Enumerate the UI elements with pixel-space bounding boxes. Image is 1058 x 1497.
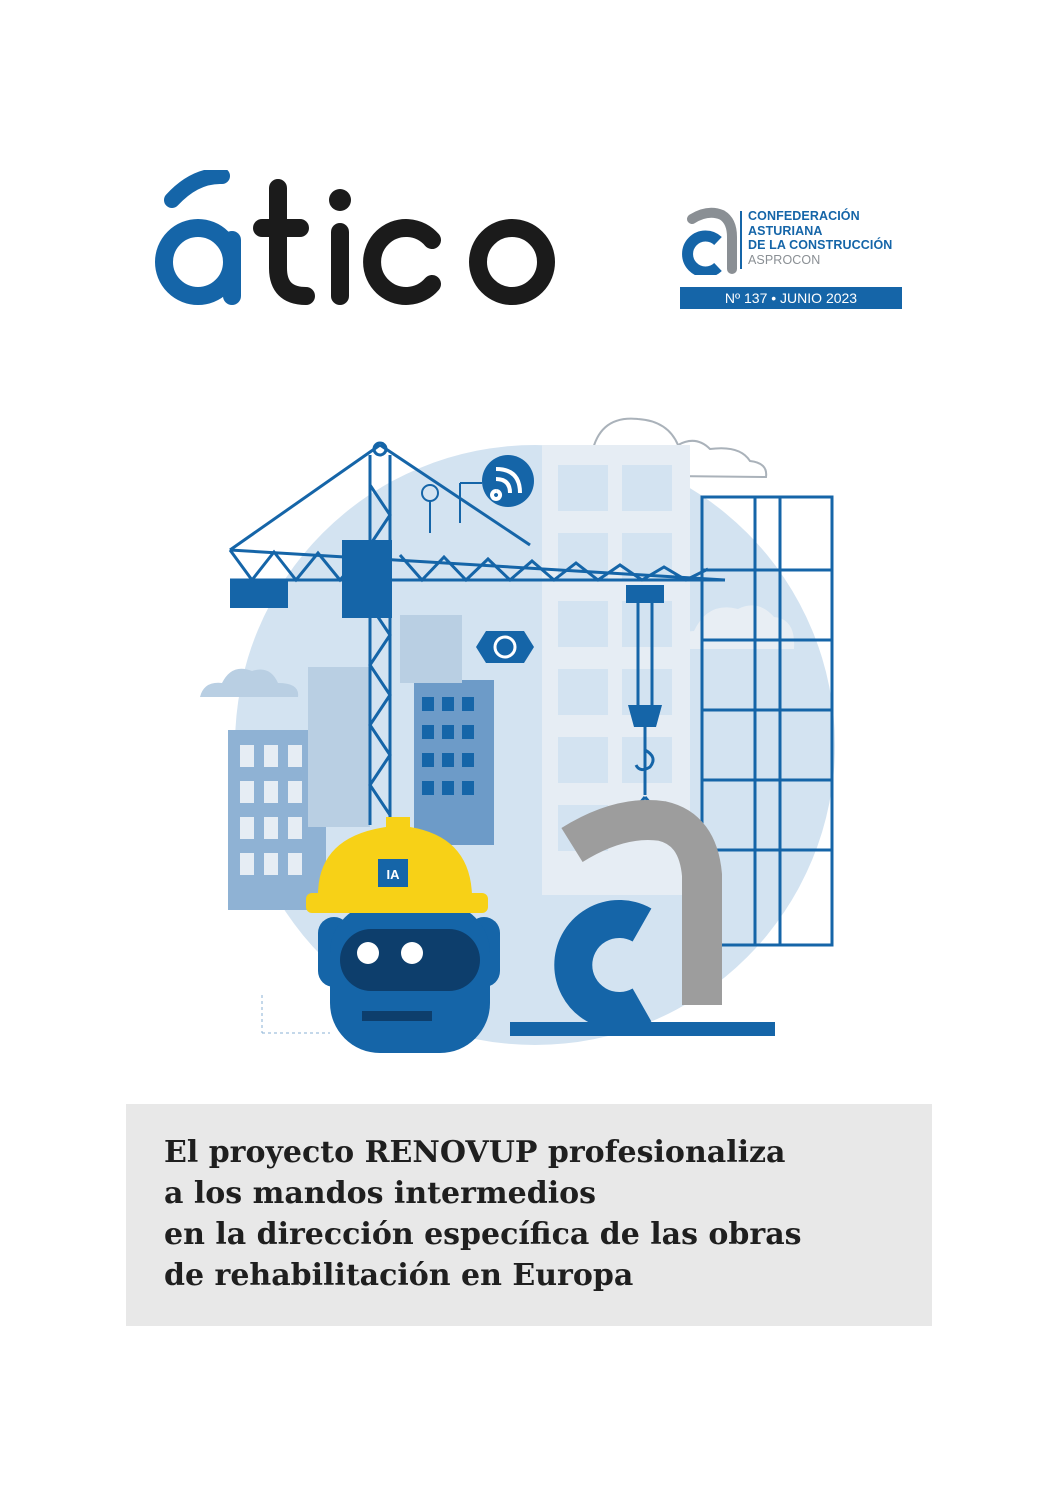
publisher-line-1: CONFEDERACIÓN bbox=[748, 209, 860, 223]
publisher-name bbox=[748, 209, 908, 267]
wifi-icon bbox=[482, 455, 534, 507]
headline-line-2: a los mandos intermedios bbox=[164, 1176, 596, 1211]
publisher-line-3: DE LA CONSTRUCCIÓN bbox=[748, 238, 893, 252]
cover-illustration bbox=[190, 405, 880, 1055]
atico-wordmark-icon bbox=[150, 170, 580, 320]
publisher-line-2: ASTURIANA bbox=[748, 223, 823, 238]
gear-icon bbox=[476, 631, 534, 663]
publisher-line-4: ASPROCON bbox=[748, 252, 821, 267]
publisher-logo bbox=[678, 205, 908, 315]
cover-headline bbox=[164, 1132, 904, 1296]
headline-box bbox=[126, 1104, 932, 1326]
magazine-title bbox=[150, 170, 580, 320]
robot-icon bbox=[318, 903, 500, 1053]
headline-line-1: El proyecto RENOVUP profesionaliza bbox=[164, 1135, 786, 1170]
construction-scene-icon bbox=[190, 405, 880, 1055]
headline-line-3: en la dirección específica de las obras bbox=[164, 1217, 802, 1252]
hardhat-label: IA bbox=[386, 867, 400, 882]
headline-line-4: de rehabilitación en Europa bbox=[164, 1258, 634, 1293]
issue-number-date: Nº 137 • JUNIO 2023 bbox=[680, 287, 902, 309]
a-monogram-icon bbox=[678, 207, 738, 275]
